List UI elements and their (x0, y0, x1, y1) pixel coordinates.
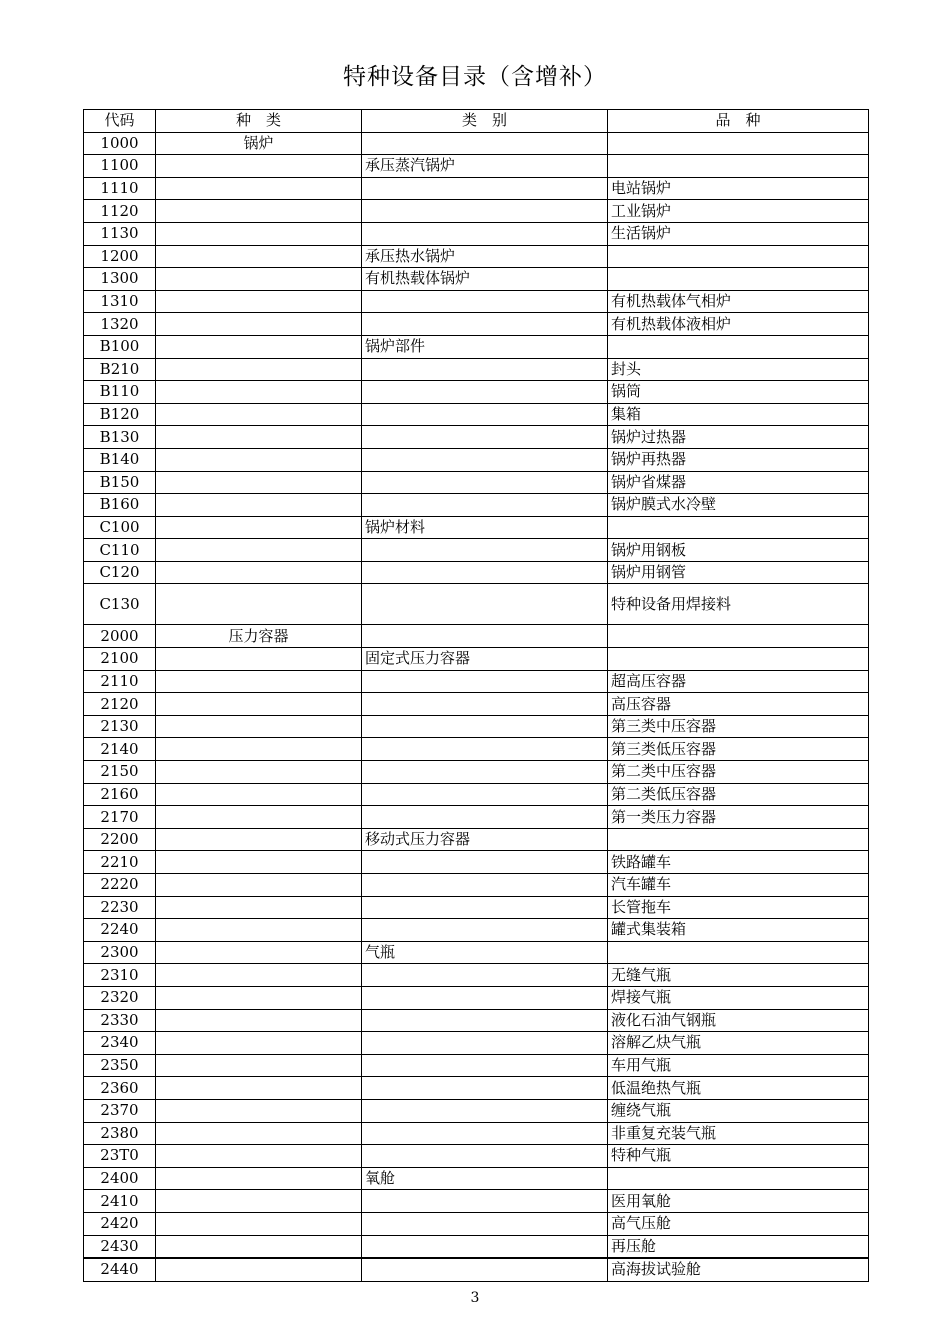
table-row (84, 1145, 869, 1168)
cell-category (362, 494, 608, 517)
cell-variety: 高气压舱 (608, 1212, 869, 1235)
cell-kind (156, 335, 362, 358)
cell-code: 2440 (84, 1258, 156, 1281)
table-row (84, 874, 869, 897)
cell-code: 2110 (84, 670, 156, 693)
table-row (84, 851, 869, 874)
cell-kind (156, 1077, 362, 1100)
cell-kind (156, 561, 362, 584)
table-row (84, 1122, 869, 1145)
cell-kind (156, 1145, 362, 1168)
cell-code: 2420 (84, 1212, 156, 1235)
table-row (84, 1009, 869, 1032)
table-row (84, 738, 869, 761)
cell-category (362, 1212, 608, 1235)
cell-kind (156, 584, 362, 625)
cell-category: 移动式压力容器 (362, 828, 608, 851)
table-row (84, 670, 869, 693)
cell-code: C130 (84, 584, 156, 625)
cell-variety: 有机热载体液相炉 (608, 313, 869, 336)
table-row (84, 828, 869, 851)
cell-variety: 液化石油气钢瓶 (608, 1009, 869, 1032)
cell-variety (608, 245, 869, 268)
table-row (84, 290, 869, 313)
cell-category: 氧舱 (362, 1167, 608, 1190)
cell-code: B110 (84, 381, 156, 404)
cell-code: B210 (84, 358, 156, 381)
cell-category: 气瓶 (362, 941, 608, 964)
cell-kind (156, 426, 362, 449)
cell-category (362, 222, 608, 245)
cell-category: 固定式压力容器 (362, 648, 608, 671)
cell-category: 有机热载体锅炉 (362, 268, 608, 291)
cell-code: 2200 (84, 828, 156, 851)
cell-code: 1120 (84, 200, 156, 223)
table-row (84, 561, 869, 584)
cell-category (362, 177, 608, 200)
cell-variety: 锅炉膜式水冷壁 (608, 494, 869, 517)
cell-kind (156, 1190, 362, 1213)
cell-category (362, 964, 608, 987)
cell-variety: 高压容器 (608, 693, 869, 716)
cell-code: 2120 (84, 693, 156, 716)
cell-code: B140 (84, 448, 156, 471)
cell-kind: 压力容器 (156, 625, 362, 648)
cell-variety: 锅炉再热器 (608, 448, 869, 471)
cell-variety: 第二类低压容器 (608, 783, 869, 806)
table-row (84, 132, 869, 155)
cell-kind (156, 1054, 362, 1077)
table-row (84, 715, 869, 738)
table-row (84, 1054, 869, 1077)
table-row (84, 1190, 869, 1213)
cell-category (362, 561, 608, 584)
cell-kind (156, 268, 362, 291)
cell-kind (156, 896, 362, 919)
cell-variety: 锅炉过热器 (608, 426, 869, 449)
cell-variety: 罐式集装箱 (608, 919, 869, 942)
cell-variety: 生活锅炉 (608, 222, 869, 245)
header-kind: 种 类 (156, 110, 362, 133)
cell-code: 1320 (84, 313, 156, 336)
cell-kind (156, 200, 362, 223)
cell-kind (156, 245, 362, 268)
cell-kind (156, 874, 362, 897)
cell-kind (156, 1032, 362, 1055)
cell-category (362, 200, 608, 223)
cell-kind (156, 516, 362, 539)
table-row (84, 941, 869, 964)
cell-variety (608, 941, 869, 964)
cell-variety: 第三类低压容器 (608, 738, 869, 761)
cell-variety: 溶解乙炔气瓶 (608, 1032, 869, 1055)
cell-variety: 非重复充装气瓶 (608, 1122, 869, 1145)
cell-category (362, 738, 608, 761)
cell-category (362, 919, 608, 942)
cell-variety: 第一类压力容器 (608, 806, 869, 829)
cell-code: 2350 (84, 1054, 156, 1077)
cell-kind (156, 403, 362, 426)
cell-variety: 集箱 (608, 403, 869, 426)
cell-variety (608, 828, 869, 851)
cell-code: 2380 (84, 1122, 156, 1145)
cell-code: 2410 (84, 1190, 156, 1213)
cell-kind (156, 738, 362, 761)
cell-category (362, 896, 608, 919)
cell-variety: 长管拖车 (608, 896, 869, 919)
table-row (84, 806, 869, 829)
table-row (84, 1258, 869, 1281)
cell-variety: 再压舱 (608, 1235, 869, 1258)
cell-kind (156, 919, 362, 942)
cell-code: 2170 (84, 806, 156, 829)
table-row (84, 539, 869, 562)
header-code: 代码 (84, 110, 156, 133)
cell-kind: 锅炉 (156, 132, 362, 155)
table-row (84, 625, 869, 648)
cell-variety (608, 335, 869, 358)
cell-variety: 锅炉用钢板 (608, 539, 869, 562)
table-row (84, 761, 869, 784)
table-row (84, 471, 869, 494)
cell-variety (608, 132, 869, 155)
table-row (84, 358, 869, 381)
cell-category (362, 670, 608, 693)
cell-code: B120 (84, 403, 156, 426)
table-row (84, 268, 869, 291)
table-row (84, 964, 869, 987)
table-row (84, 448, 869, 471)
cell-kind (156, 1258, 362, 1281)
cell-variety: 封头 (608, 358, 869, 381)
cell-category (362, 1235, 608, 1258)
cell-kind (156, 222, 362, 245)
cell-kind (156, 1122, 362, 1145)
cell-variety: 医用氧舱 (608, 1190, 869, 1213)
cell-code: 2340 (84, 1032, 156, 1055)
table-row (84, 986, 869, 1009)
table-row (84, 783, 869, 806)
cell-kind (156, 806, 362, 829)
cell-code: B100 (84, 335, 156, 358)
cell-category (362, 403, 608, 426)
table-row (84, 313, 869, 336)
cell-variety (608, 1167, 869, 1190)
header-variety: 品 种 (608, 110, 869, 133)
cell-category (362, 290, 608, 313)
cell-category (362, 1145, 608, 1168)
cell-category (362, 761, 608, 784)
cell-category (362, 1122, 608, 1145)
cell-kind (156, 358, 362, 381)
cell-category (362, 986, 608, 1009)
cell-variety: 第二类中压容器 (608, 761, 869, 784)
cell-code: 1100 (84, 155, 156, 178)
cell-kind (156, 693, 362, 716)
cell-kind (156, 381, 362, 404)
cell-code: 2320 (84, 986, 156, 1009)
table-row (84, 896, 869, 919)
cell-code: C100 (84, 516, 156, 539)
cell-kind (156, 761, 362, 784)
cell-kind (156, 1212, 362, 1235)
table-row (84, 177, 869, 200)
table-row (84, 335, 869, 358)
table-row (84, 222, 869, 245)
cell-code: 2400 (84, 1167, 156, 1190)
cell-category (362, 1054, 608, 1077)
cell-kind (156, 986, 362, 1009)
cell-kind (156, 964, 362, 987)
cell-category (362, 1099, 608, 1122)
cell-variety: 车用气瓶 (608, 1054, 869, 1077)
cell-category (362, 471, 608, 494)
cell-category (362, 1077, 608, 1100)
cell-code: B130 (84, 426, 156, 449)
cell-category (362, 1009, 608, 1032)
cell-variety (608, 268, 869, 291)
cell-kind (156, 313, 362, 336)
cell-kind (156, 177, 362, 200)
cell-category (362, 426, 608, 449)
cell-code: 2160 (84, 783, 156, 806)
cell-category (362, 625, 608, 648)
cell-variety (608, 516, 869, 539)
cell-kind (156, 290, 362, 313)
cell-code: 2130 (84, 715, 156, 738)
table-row (84, 494, 869, 517)
table-row (84, 919, 869, 942)
cell-category (362, 693, 608, 716)
cell-code: C120 (84, 561, 156, 584)
cell-code: 2100 (84, 648, 156, 671)
cell-variety: 特种气瓶 (608, 1145, 869, 1168)
cell-variety: 高海拔试验舱 (608, 1258, 869, 1281)
cell-variety: 特种设备用焊接料 (608, 584, 869, 625)
cell-category (362, 1190, 608, 1213)
cell-category (362, 313, 608, 336)
table-row (84, 693, 869, 716)
cell-category (362, 874, 608, 897)
cell-variety: 缠绕气瓶 (608, 1099, 869, 1122)
cell-code: 2230 (84, 896, 156, 919)
cell-code: B150 (84, 471, 156, 494)
cell-code: 2240 (84, 919, 156, 942)
page-number: 3 (470, 1290, 480, 1306)
cell-category: 锅炉材料 (362, 516, 608, 539)
cell-variety: 电站锅炉 (608, 177, 869, 200)
cell-kind (156, 494, 362, 517)
cell-code: 2210 (84, 851, 156, 874)
cell-code: 2000 (84, 625, 156, 648)
cell-code: 2430 (84, 1235, 156, 1258)
cell-category: 锅炉部件 (362, 335, 608, 358)
cell-kind (156, 648, 362, 671)
cell-category (362, 381, 608, 404)
cell-code: 2360 (84, 1077, 156, 1100)
table-row (84, 1032, 869, 1055)
cell-kind (156, 851, 362, 874)
cell-kind (156, 1235, 362, 1258)
table-row (84, 403, 869, 426)
table-row (84, 426, 869, 449)
cell-variety: 有机热载体气相炉 (608, 290, 869, 313)
cell-variety: 第三类中压容器 (608, 715, 869, 738)
cell-variety: 焊接气瓶 (608, 986, 869, 1009)
cell-variety: 汽车罐车 (608, 874, 869, 897)
table-row (84, 516, 869, 539)
table-row (84, 648, 869, 671)
cell-code: 2140 (84, 738, 156, 761)
cell-kind (156, 448, 362, 471)
cell-code: 2310 (84, 964, 156, 987)
cell-kind (156, 941, 362, 964)
table-row (84, 200, 869, 223)
cell-code: B160 (84, 494, 156, 517)
cell-variety: 锅炉用钢管 (608, 561, 869, 584)
cell-code: 1200 (84, 245, 156, 268)
table-row (84, 1077, 869, 1100)
cell-variety: 锅炉省煤器 (608, 471, 869, 494)
cell-category (362, 783, 608, 806)
header-category: 类 别 (362, 110, 608, 133)
cell-kind (156, 783, 362, 806)
cell-category: 承压热水锅炉 (362, 245, 608, 268)
cell-variety: 低温绝热气瓶 (608, 1077, 869, 1100)
equipment-catalog-table (83, 109, 869, 1282)
cell-code: 2330 (84, 1009, 156, 1032)
cell-kind (156, 1009, 362, 1032)
cell-code: 2150 (84, 761, 156, 784)
cell-category (362, 358, 608, 381)
cell-variety: 工业锅炉 (608, 200, 869, 223)
cell-category (362, 584, 608, 625)
cell-variety: 铁路罐车 (608, 851, 869, 874)
cell-variety (608, 625, 869, 648)
table-row (84, 1167, 869, 1190)
cell-category (362, 1032, 608, 1055)
cell-category (362, 806, 608, 829)
table-row (84, 1099, 869, 1122)
cell-kind (156, 471, 362, 494)
cell-code: C110 (84, 539, 156, 562)
cell-category (362, 1258, 608, 1281)
cell-variety (608, 648, 869, 671)
cell-kind (156, 828, 362, 851)
cell-code: 1300 (84, 268, 156, 291)
cell-variety: 无缝气瓶 (608, 964, 869, 987)
cell-code: 1110 (84, 177, 156, 200)
table-row (84, 245, 869, 268)
cell-category (362, 715, 608, 738)
table-header-row (84, 110, 869, 133)
table-row (84, 1235, 869, 1258)
cell-code: 2370 (84, 1099, 156, 1122)
table-row (84, 381, 869, 404)
cell-category (362, 132, 608, 155)
cell-code: 2300 (84, 941, 156, 964)
cell-kind (156, 539, 362, 562)
cell-category (362, 539, 608, 562)
cell-kind (156, 670, 362, 693)
cell-variety: 锅筒 (608, 381, 869, 404)
cell-variety: 超高压容器 (608, 670, 869, 693)
cell-kind (156, 715, 362, 738)
table-row (84, 155, 869, 178)
cell-kind (156, 155, 362, 178)
table-row (84, 584, 869, 625)
cell-code: 1310 (84, 290, 156, 313)
cell-code: 23T0 (84, 1145, 156, 1168)
cell-category: 承压蒸汽锅炉 (362, 155, 608, 178)
cell-category (362, 851, 608, 874)
cell-code: 1000 (84, 132, 156, 155)
cell-kind (156, 1167, 362, 1190)
cell-code: 1130 (84, 222, 156, 245)
cell-code: 2220 (84, 874, 156, 897)
table-row (84, 1212, 869, 1235)
cell-category (362, 448, 608, 471)
cell-variety (608, 155, 869, 178)
page-title: 特种设备目录（含增补） (343, 64, 607, 90)
table-body (84, 132, 869, 1281)
cell-kind (156, 1099, 362, 1122)
